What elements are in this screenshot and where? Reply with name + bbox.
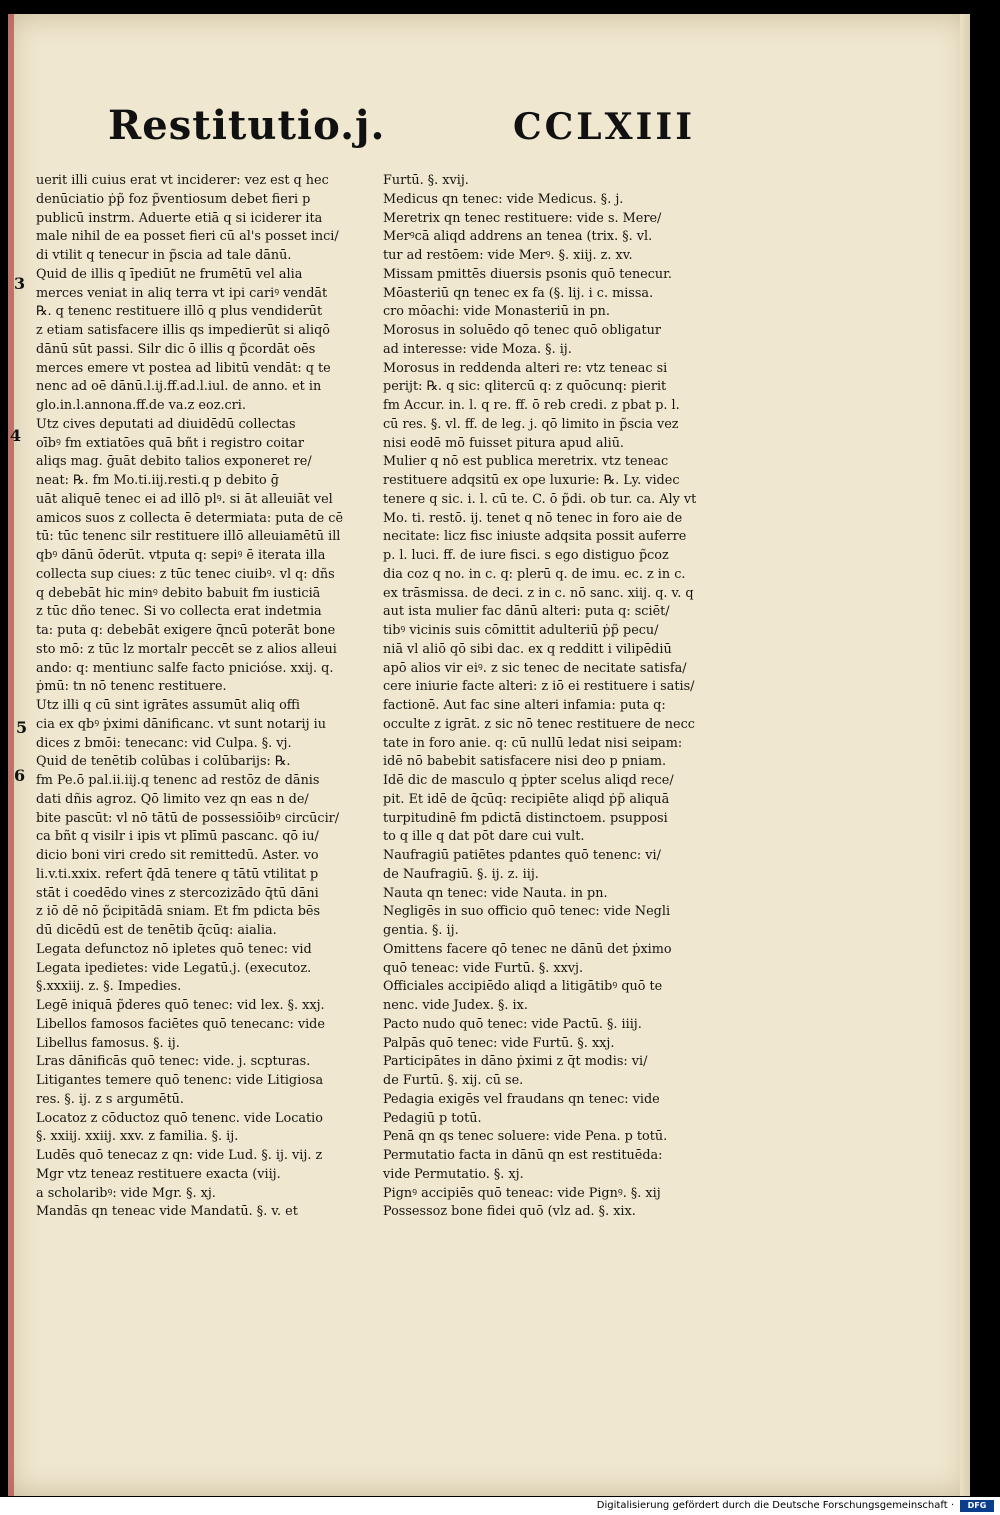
text-line: gentia. §. ij. (383, 923, 459, 938)
text-line: Quid de illis q īpediūt ne frumētū vel alia (36, 266, 303, 282)
text-line: Missam pmittēs diuersis psonis quō tenecur. (383, 266, 672, 282)
text-line: dānū sūt passi. Silr dic ō illis q p̃cordāt oēs (36, 341, 316, 357)
text-line: dicio boni viri credo sit remittedū. Aster. vo (36, 848, 319, 863)
text-column-right (383, 172, 735, 1222)
text-line: restituere adqsitū ex ope luxurie: ℞. Ly. videc (383, 473, 680, 488)
text-line: necitate: licz fisc iniuste adqsita possit auferre (383, 529, 687, 545)
text-line: Pedagiū p totū. (383, 1110, 482, 1126)
footer-bar (0, 1497, 1000, 1515)
text-line: Omittens facere qō tenec ne dānū det ṗximo (383, 941, 672, 957)
text-line: z etiam satisfacere illis qs impedierūt si aliqō (36, 323, 331, 338)
text-line: tate in foro anie. q: cū nullū ledat nisi seipam: (383, 735, 683, 751)
text-line: fm Pe.ō pal.ii.iij.q tenenc ad restōz de dānis (36, 773, 320, 788)
text-line: ando: q: mentiunc salfe facto pnicióse. xxij. q. (36, 660, 334, 676)
text-line: p. l. luci. ff. de iure fisci. s ego distiguo p̃coz (383, 548, 669, 563)
text-line: de Furtū. §. xij. cū se. (383, 1073, 524, 1088)
text-line: Utz cives deputati ad diuidēdū collectas (36, 416, 296, 432)
text-line: §.xxxiij. z. §. Impedies. (36, 979, 182, 995)
text-line: tenere q sic. i. l. cū te. C. ō p̃di. ob tur. ca. Aly vt (383, 491, 697, 507)
text-line: occulte z igrāt. z sic nō tenec restituere de necc (383, 716, 695, 732)
book-page (8, 14, 970, 1496)
text-line: pit. Et idē de q̄cūq: recipiēte aliqd ṗp̃ aliquā (383, 791, 670, 807)
text-line: cere iniurie facte alteri: z iō ei restituere i satis/ (383, 679, 695, 695)
text-line: stāt i coedēdo vines z stercozizādo q̄tū dāni (36, 885, 319, 901)
text-line: ca bñt q visilr i ipis vt plīmū pascanc. qō iu/ (36, 829, 319, 845)
text-line: Libellos famosos faciētes quō tenecanc: vide (36, 1016, 325, 1032)
text-line: nisi eodē mō fuisset pitura apud aliū. (383, 435, 624, 451)
text-line: Mo. ti. restō. ij. tenet q nō tenec in foro aie de (383, 510, 683, 526)
text-line: z iō dē nō p̃cipitādā sniam. Et fm pdicta bēs (36, 904, 321, 920)
text-line: nenc ad oē dānū.l.ij.ff.ad.l.iul. de anno. et in (36, 379, 322, 395)
text-line: Negligēs in suo officio quō tenec: vide Negli (383, 904, 671, 920)
text-line: Legata defunctoz nō ipletes quō tenec: vid (36, 941, 312, 957)
text-line: Permutatio facta in dānū qn est restituēda: (383, 1148, 663, 1163)
text-line: nenc. vide Judex. §. ix. (383, 998, 528, 1013)
text-line: q debebāt hic minꝰ debito babuit fm iusticiā (36, 585, 321, 601)
text-line: Furtū. §. xvij. (383, 173, 469, 188)
text-line: sto mō: z tūc lz mortalr peccēt se z alios alleui (36, 641, 337, 657)
text-line: quō teneac: vide Furtū. §. xxvj. (383, 960, 584, 976)
text-line: fm Accur. in. l. q re. ff. ō reb credi. z pbat p. l. (383, 398, 680, 413)
text-line: dices z bmōi: tenecanc: vid Culpa. §. vj. (36, 735, 292, 751)
text-line: tur ad restōem: vide Merꝰ. §. xiij. z. xv. (383, 248, 633, 263)
text-line: cro mōachi: vide Monasteriū in pn. (383, 304, 610, 320)
text-line: Pedagia exigēs vel fraudans qn tenec: vide (383, 1091, 660, 1107)
text-line: cia ex qbꝰ ṗximi dānificanc. vt sunt notarij iu (36, 716, 326, 732)
text-line: Ludēs quō tenecaz z qn: vide Lud. §. ij. vij. z (36, 1148, 323, 1163)
text-line: Legē iniquā p̃deres quō tenec: vid lex. §. xxj. (36, 998, 325, 1013)
text-line: ℞. q tenenc restituere illō q plus vendiderūt (36, 304, 323, 320)
text-line: amicos suos z collecta ē determiata: puta de cē (36, 510, 344, 526)
text-line: ta: puta q: debebāt exigere q̄ncū poterāt bone (36, 623, 336, 638)
text-line: publicū instrm. Aduerte etiā q si iciderer ita (36, 210, 323, 226)
text-line: §. xxiij. xxiij. xxv. z familia. §. ij. (36, 1129, 239, 1145)
dfg-logo: DFG (960, 1500, 994, 1512)
text-line: ṗmū: tn nō tenenc restituere. (36, 679, 227, 695)
text-line: tū: tūc tenenc silr restituere illō alleuiamētū ill (36, 529, 341, 545)
text-line: Palpās quō tenec: vide Furtū. §. xxj. (383, 1035, 615, 1051)
text-line: Mulier q nō est publica meretrix. vtz teneac (383, 454, 669, 470)
text-line: ex trāsmissa. de deci. z in c. nō sanc. xiij. q. v. q (383, 585, 694, 601)
text-line: merces veniat in aliq terra vt ipi cariꝰ vendāt (36, 285, 328, 301)
text-line: apō alios vir eiꝰ. z sic tenec de necitate satisfa/ (383, 660, 687, 676)
text-line: factionē. Aut fac sine alteri infamia: puta q: (383, 698, 666, 713)
text-line: Lras dānificās quō tenec: vide. j. scpturas. (36, 1054, 311, 1070)
text-line: merces emere vt postea ad libitū vendāt: q te (36, 360, 331, 376)
text-line: oībꝰ fm extiatōes quā bñt i registro coitar (36, 435, 304, 451)
page-edge-right (960, 14, 970, 1496)
text-line: Pignꝰ accipiēs quō teneac: vide Pignꝰ. §. xij (383, 1185, 661, 1201)
text-line: aut ista mulier fac dānū alteri: puta q: sciēt/ (383, 604, 670, 620)
text-line: denūciatio ṗp̃ foz p̃ventiosum debet fieri p (36, 191, 311, 207)
text-column-left (36, 172, 388, 1222)
text-line: Quid de tenētib colūbas i colūbarijs: ℞. (36, 754, 291, 770)
text-line: Meretrix qn tenec restituere: vide s. Mere/ (383, 210, 662, 226)
text-line: Possessoz bone fidei quō (vlz ad. §. xix. (383, 1204, 636, 1220)
text-line: male nihil de ea posset fieri cū al's posset inci/ (36, 229, 339, 245)
margin-number: 5 (16, 718, 28, 737)
text-line: vide Permutatio. §. xj. (383, 1166, 524, 1182)
text-line: a scholaribꝰ: vide Mgr. §. xj. (36, 1185, 216, 1201)
text-line: Locatoz z cōductoz quō tenenc. vide Locatio (36, 1110, 323, 1126)
text-line: Officiales accipiēdo aliqd a litigātibꝰ quō te (383, 979, 663, 995)
text-line: neat: ℞. fm Mo.ti.iij.resti.q p debito ḡ (36, 473, 279, 488)
text-line: tibꝰ vicinis suis cōmittit adulteriū ṗp̃ pecu/ (383, 623, 659, 638)
page-edge-left (8, 14, 14, 1496)
text-line: li.v.ti.xxix. refert q̄dā tenere q tātū vtilitat p (36, 866, 319, 882)
text-line: Merꝰcā aliqd addrens an tenea (trix. §. vl. (383, 229, 653, 245)
text-line: Utz illi q cū sint igrātes assumūt aliq offi (36, 698, 300, 713)
text-line: Medicus qn tenec: vide Medicus. §. j. (383, 191, 624, 207)
text-line: qbꝰ dānū ōderūt. vtputa q: sepiꝰ ē iterata illa (36, 548, 326, 563)
text-line: Participātes in dāno ṗximi z q̄t modis: vi/ (383, 1054, 648, 1070)
text-line: Idē dic de masculo q ṗpter scelus aliqd rece/ (383, 773, 674, 788)
text-line: cū res. §. vl. ff. de leg. j. qō limito in p̃scia vez (383, 416, 679, 432)
text-line: Libellus famosus. §. ij. (36, 1035, 180, 1051)
margin-number: 3 (14, 274, 26, 293)
text-line: ad interesse: vide Moza. §. ij. (383, 341, 572, 357)
text-line: Pacto nudo quō tenec: vide Pactū. §. iiij. (383, 1016, 642, 1032)
text-line: Legata ipedietes: vide Legatū.j. (executoz. (36, 960, 312, 976)
margin-number: 4 (10, 426, 22, 445)
folio-number: CCLXIII (513, 106, 696, 148)
text-line: to q ille q dat pōt dare cui vult. (383, 829, 585, 845)
text-line: z tūc dño tenec. Si vo collecta erat indetmia (36, 604, 322, 620)
text-line: glo.in.l.annona.ff.de va.z eoz.cri. (36, 398, 246, 413)
text-line: niā vl aliō qō sibi dac. ex q redditt i vilipēdiū (383, 641, 672, 657)
text-line: Mandās qn teneac vide Mandatū. §. v. et (36, 1204, 298, 1220)
text-line: aliqs mag. ḡuāt debito talios exponeret re/ (36, 454, 312, 470)
text-line: di vtilit q tenecur in p̃scia ad tale dānū. (36, 248, 292, 263)
text-line: idē nō babebit satisfacere nisi deo p pniam. (383, 754, 667, 770)
running-head-title: Restitutio.j. (108, 102, 386, 149)
text-line: perijt: ℞. q sic: qlitercū q: z quōcunq: pierit (383, 379, 667, 395)
text-line: bite pascūt: vl nō tātū de possessiōibꝰ circūcir/ (36, 810, 340, 826)
text-line: dū dicēdū est de tenētib q̄cūq: aialia. (36, 923, 277, 938)
text-line: Litigantes temere quō tenenc: vide Litigiosa (36, 1073, 324, 1088)
text-line: turpitudinē fm pdictā distinctoem. psupposi (383, 810, 668, 826)
text-line: de Naufragiū. §. ij. z. iij. (383, 866, 539, 882)
text-line: Morosus in reddenda alteri re: vtz teneac si (383, 360, 668, 376)
funding-notice: Digitalisierung gefördert durch die Deutsche Forschungsgemeinschaft · (596, 1500, 954, 1511)
text-line: Mōasteriū qn tenec ex fa (§. lij. i c. missa. (383, 285, 654, 301)
text-line: res. §. ij. z s argumētū. (36, 1091, 184, 1107)
text-line: Mgr vtz teneaz restituere exacta (viij. (36, 1166, 281, 1182)
text-line: collecta sup ciues: z tūc tenec ciuibꝰ. vl q: dñs (36, 566, 335, 582)
text-line: Morosus in soluēdo qō tenec quō obligatur (383, 323, 661, 338)
text-line: uerit illi cuius erat vt inciderer: vez est q hec (36, 173, 329, 188)
text-line: dia coz q no. in c. q: plerū q. de imu. ec. z in c. (383, 566, 686, 582)
margin-number: 6 (14, 766, 26, 785)
text-line: Naufragiū patiētes pdantes quō tenenc: vi/ (383, 848, 661, 863)
text-line: dati dñis agroz. Qō limito vez qn eas n de/ (36, 791, 309, 807)
text-line: uāt aliquē tenec ei ad illō plꝰ. si āt alleuiāt vel (36, 491, 333, 507)
text-line: Penā qn qs tenec soluere: vide Pena. p totū. (383, 1129, 668, 1145)
text-line: Nauta qn tenec: vide Nauta. in pn. (383, 885, 608, 901)
